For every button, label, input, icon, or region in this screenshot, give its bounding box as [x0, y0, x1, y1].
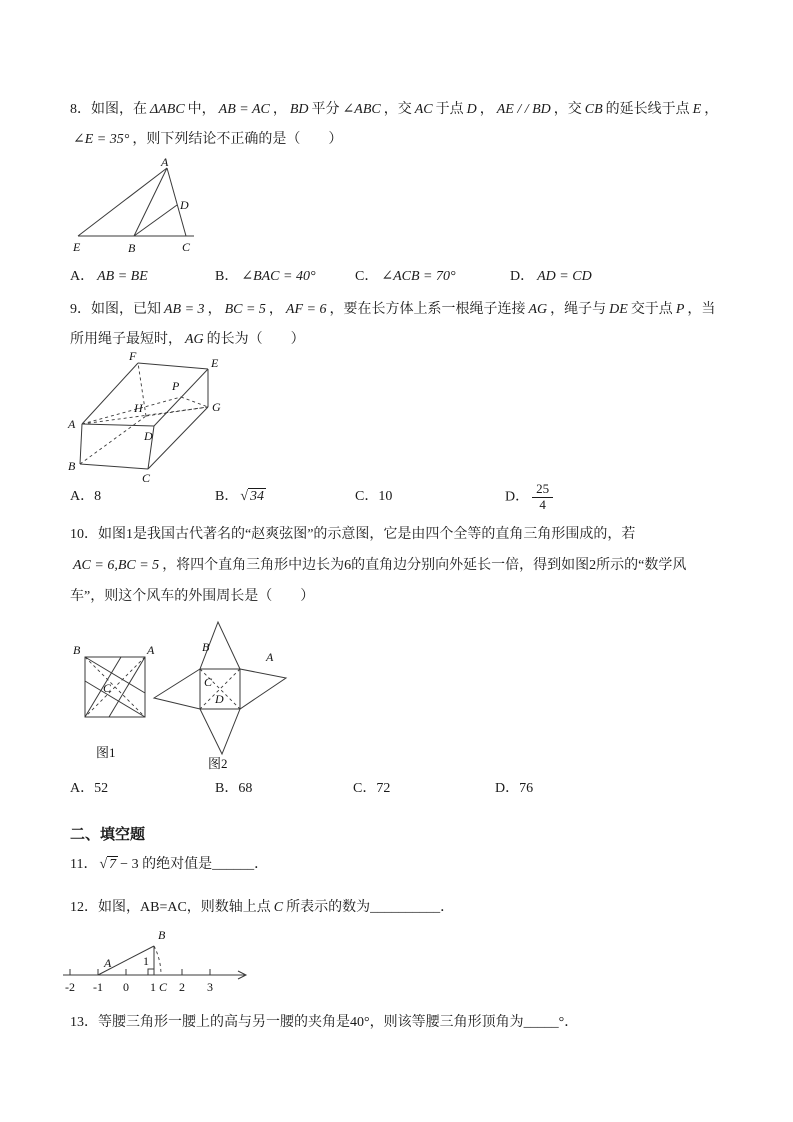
- question-8-options: [70, 262, 750, 292]
- fig10-1-label-A: A: [147, 643, 155, 657]
- cuboid-hidden-edges: [80, 363, 208, 464]
- fig10-caption-1: 图1: [96, 745, 116, 760]
- tick-label-2: 2: [179, 980, 185, 994]
- tick-label-neg2: -2: [65, 980, 75, 994]
- fig10-caption-2: 图2: [208, 756, 228, 770]
- fig10-2-label-A: A: [266, 650, 274, 664]
- figure-q12-number-line: [58, 923, 308, 1003]
- question-10-option-d: D．76: [495, 781, 534, 796]
- question-10-option-a: A．52: [70, 781, 109, 796]
- tick-label-neg1: -1: [93, 980, 103, 994]
- tick-label-1: 1: [150, 980, 156, 994]
- figure-q9-cuboid: [66, 348, 251, 490]
- fig12-label-C: C: [159, 980, 168, 994]
- question-10-line-1: 10．如图1是我国古代著名的“赵爽弦图”的示意图，它是由四个全等的直角三角形围成的，若: [70, 527, 636, 542]
- question-13-line: 13．等腰三角形一腰上的高与另一腰的夹角是40°，则该等腰三角形顶角为_____°．: [70, 1015, 579, 1030]
- question-8: [70, 95, 718, 155]
- figure-q8-triangle: [72, 156, 232, 258]
- section-2-title: 二、填空题: [70, 827, 146, 843]
- question-10-line-3: 车”，则这个风车的外围周长是（ ）: [70, 589, 315, 604]
- question-9-option-a: A．8: [70, 489, 102, 505]
- tick-label-0: 0: [123, 980, 129, 994]
- fig8-label-E: E: [73, 240, 81, 254]
- fig9-label-B: B: [68, 459, 76, 473]
- fig9-label-A: A: [68, 417, 76, 431]
- question-8-option-a: A． AB = BE: [70, 269, 148, 284]
- fig8-label-D: D: [180, 198, 189, 212]
- question-12: [70, 893, 454, 923]
- rope-lines: [82, 397, 208, 424]
- question-9-option-d: D． $\frac{25}{4}$: [505, 482, 556, 513]
- figure-q10-xiantu-and-pinwheel: [70, 612, 390, 770]
- question-8-option-d: D． AD = CD: [510, 269, 592, 284]
- tick-label-3: 3: [207, 980, 213, 994]
- fig8-label-B: B: [128, 241, 136, 255]
- question-13: [70, 1008, 578, 1038]
- question-9-options: [70, 482, 750, 513]
- question-9-line-1: 9．如图，已知 AB = 3 ， BC = 5 ， AF = 6 ，要在长方体上系一根绳子连接 AG ，绳子与 DE 交于点 P ，当: [70, 302, 716, 317]
- question-9-option-b: B． √ 34: [215, 489, 265, 505]
- fig10-1-label-B: B: [73, 643, 81, 657]
- fig10-2-label-C: C: [204, 675, 213, 689]
- fig10-2-label-D: D: [215, 692, 224, 706]
- fig12-label-A: A: [104, 956, 112, 970]
- question-8-line-2: ∠E = 35° ，则下列结论不正确的是（ ）: [73, 132, 343, 147]
- question-10: [70, 519, 686, 612]
- question-9-line-2: 所用绳子最短时， AG 的长为（ ）: [70, 332, 305, 347]
- question-9-option-c: C．10: [355, 489, 393, 505]
- fig2-pinwheel-blades: [154, 622, 286, 754]
- question-11-line: 11． √ 7 − 3 的绝对值是______．: [70, 857, 269, 872]
- fig12-height-label: 1: [143, 954, 149, 968]
- fig9-label-F: F: [129, 349, 137, 363]
- fig9-label-C: C: [142, 471, 151, 485]
- question-8-line-1: 8．如图，在 ΔABC 中， AB = AC ， BD 平分 ∠ABC ，交 AC 于点 D ， AE / / BD ，交 CB 的延长线于点 E ，: [70, 102, 719, 117]
- question-10-option-c: C．72: [353, 781, 391, 796]
- fig9-label-H: H: [134, 401, 143, 415]
- question-11: [70, 850, 268, 880]
- fig1-square: [85, 657, 145, 717]
- fig9-label-G: G: [212, 400, 221, 414]
- fig9-label-P: P: [172, 379, 180, 393]
- fig9-label-D: D: [144, 429, 153, 443]
- fig8-label-A: A: [161, 156, 169, 169]
- fig8-label-C: C: [182, 240, 191, 254]
- question-8-option-b: B． ∠BAC = 40°: [215, 269, 316, 284]
- question-10-line-2: AC = 6,BC = 5 ，将四个直角三角形中边长为6的直角边分别向外延长一倍，得到如图2所示的“数学风: [73, 558, 687, 573]
- question-12-line: 12．如图，AB=AC，则数轴上点 C 所表示的数为__________．: [70, 900, 455, 915]
- fig9-label-E: E: [211, 356, 219, 370]
- fig10-2-label-B: B: [202, 640, 210, 654]
- question-10-options: [70, 774, 750, 804]
- question-8-option-c: C． ∠ACB = 70°: [355, 269, 456, 284]
- question-9: [70, 295, 715, 355]
- question-10-option-b: B．68: [215, 781, 253, 796]
- fig12-label-B: B: [158, 928, 166, 942]
- fig10-1-label-C: C: [103, 681, 112, 695]
- triangle-edges: [78, 168, 194, 236]
